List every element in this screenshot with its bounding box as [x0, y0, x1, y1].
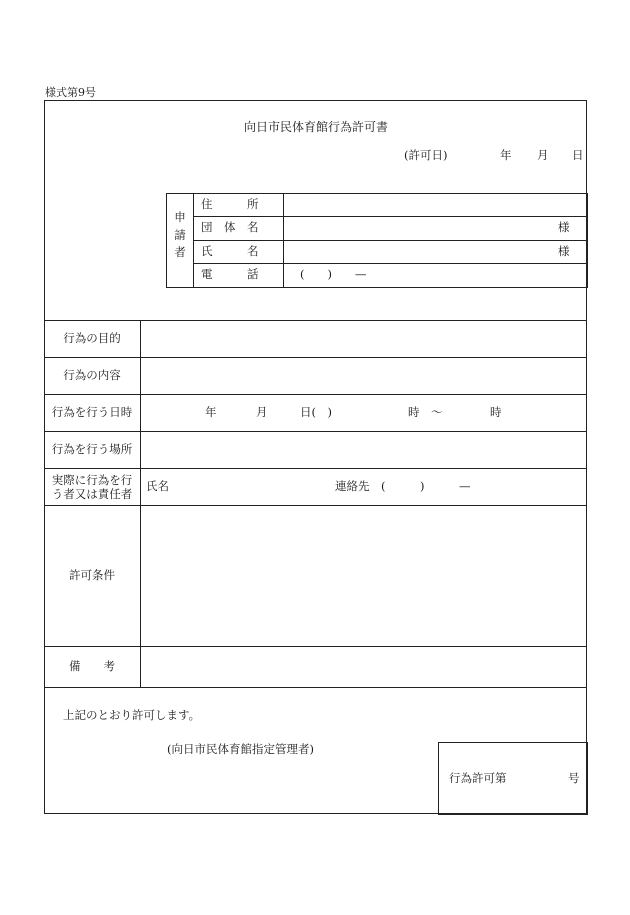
applicant-header-char: 申 [174, 210, 186, 224]
conditions-label: 許可条件 [69, 568, 115, 582]
form-title: 向日市民体育館行為許可書 [243, 120, 389, 134]
datetime-day: 日( ) [300, 405, 332, 419]
content-label: 行為の内容 [63, 368, 121, 382]
applicant-name-suffix: 様 [558, 244, 570, 258]
applicant-header-char: 請 [174, 227, 186, 242]
datetime-year: 年 [205, 405, 217, 419]
place-label: 行為を行う場所 [51, 442, 133, 456]
permit-number-suffix: 号 [568, 771, 580, 785]
applicant-header-char: 者 [174, 245, 186, 259]
applicant-group-label: 団 体 名 [201, 220, 259, 234]
applicant-header [173, 212, 187, 265]
datetime-hour-from: 時 〜 [408, 405, 443, 419]
permit-date-month: 月 [537, 148, 549, 162]
applicant-phone-label: 電 話 [201, 267, 259, 281]
designated-manager: (向日市民体育館指定管理者) [167, 742, 314, 756]
permit-statement: 上記のとおり許可します。 [63, 708, 201, 722]
permit-date-label: (許可日) [404, 148, 448, 162]
datetime-label: 行為を行う日時 [51, 405, 133, 419]
remarks-label: 備 考 [69, 659, 115, 673]
applicant-phone-format: ( ) — [300, 267, 367, 281]
permit-number-label: 行為許可第 [449, 771, 507, 785]
form-number: 様式第9号 [45, 86, 96, 99]
applicant-name-label: 氏 名 [201, 244, 259, 258]
responsible-label-line2: う者又は責任者 [51, 487, 133, 501]
responsible-label [48, 473, 136, 501]
datetime-month: 月 [256, 405, 268, 419]
responsible-label-line1: 実際に行為を行 [51, 473, 133, 487]
applicant-address-label: 住 所 [201, 197, 259, 211]
permit-date-day: 日 [572, 148, 584, 162]
responsible-contact: 連絡先 ( ) — [335, 479, 471, 493]
datetime-hour-to: 時 [490, 405, 502, 419]
permit-date-year: 年 [500, 148, 512, 162]
applicant-group-suffix: 様 [558, 220, 570, 234]
purpose-label: 行為の目的 [63, 331, 121, 345]
responsible-name-label: 氏名 [146, 479, 169, 493]
